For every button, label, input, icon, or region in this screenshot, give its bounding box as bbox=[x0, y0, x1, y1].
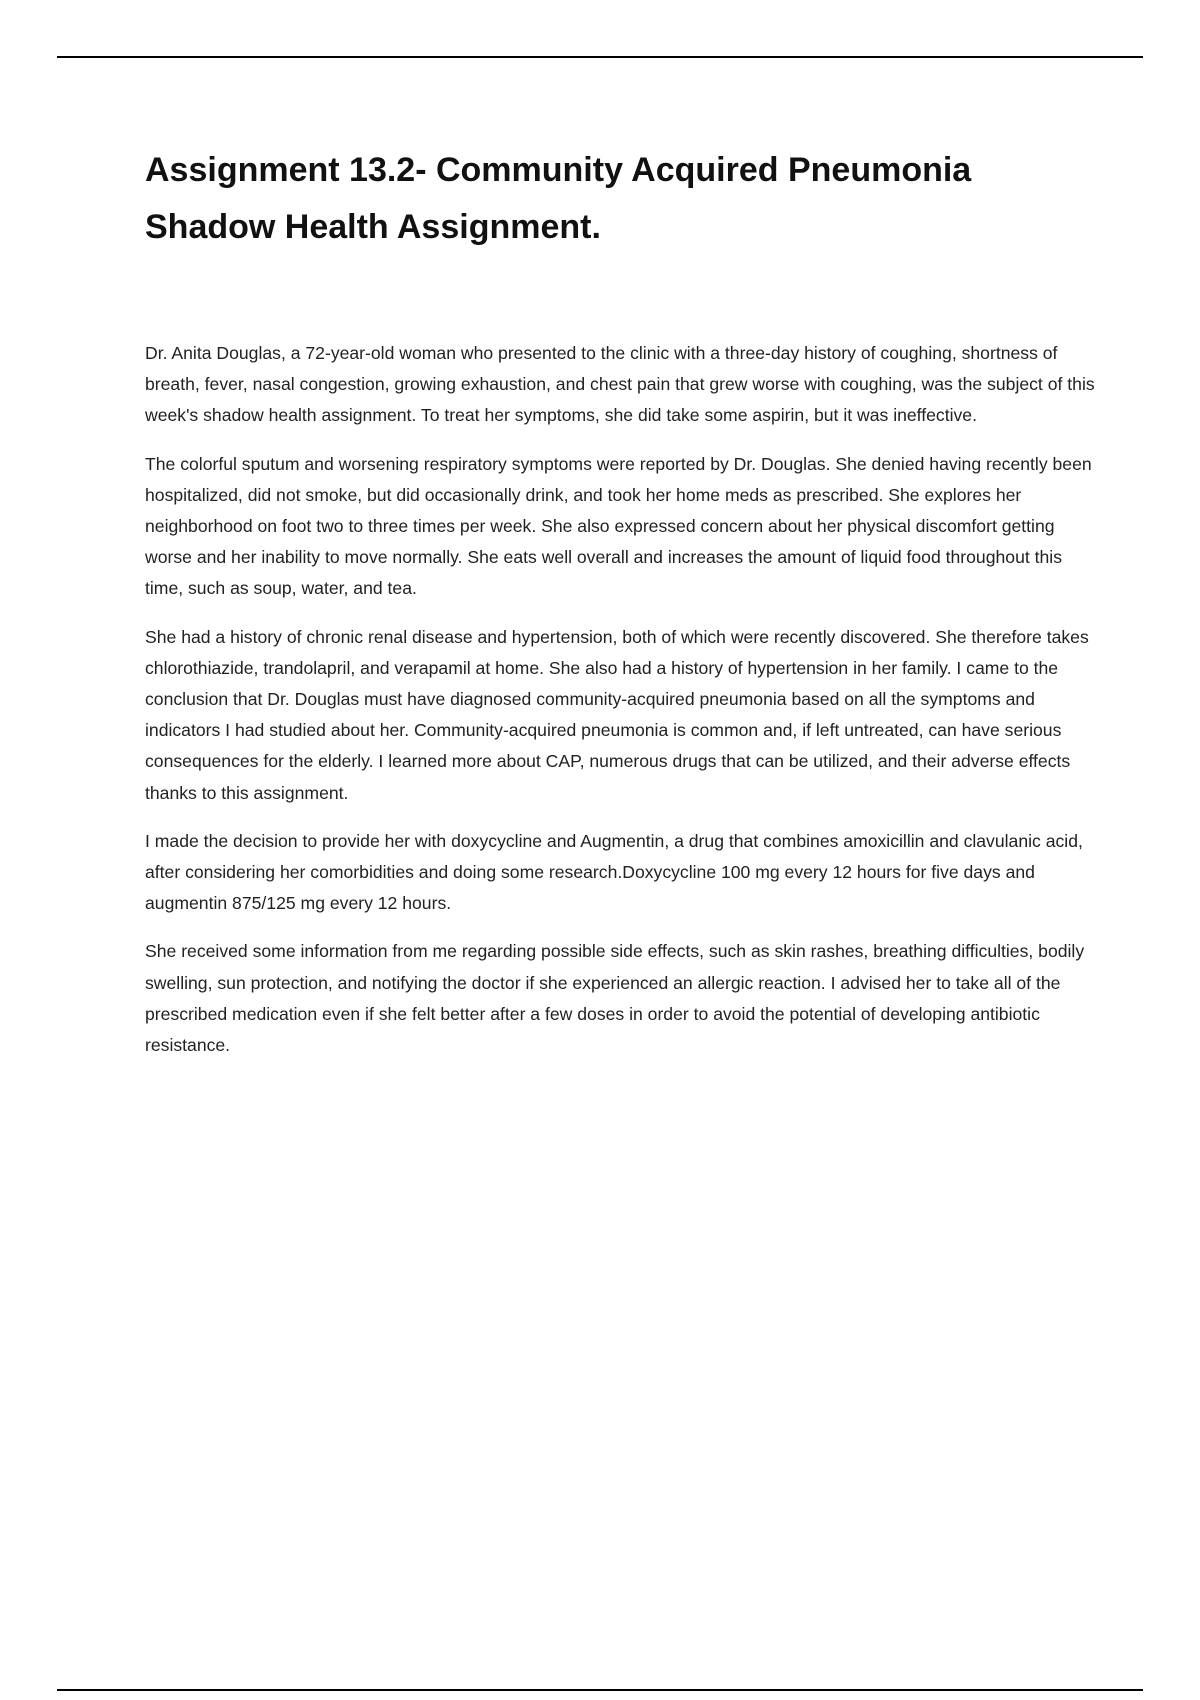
document-text bbox=[145, 338, 1095, 1061]
document-title: Assignment 13.2- Community Acquired Pneumonia Shadow Health Assignment. bbox=[145, 151, 972, 246]
document-body bbox=[145, 142, 1095, 1078]
paragraph-intro: Dr. Anita Douglas, a 72-year-old woman who presented to the clinic with a three-day history of coughing, shortness of breath, fever, nasal congestion, growing exhaustion, and chest pain that grew worse with coughing, was the subject of this week's shadow health assignment. To treat her symptoms, she did take some aspirin, but it was ineffective. bbox=[145, 343, 1095, 426]
paragraph-treatment: I made the decision to provide her with doxycycline and Augmentin, a drug that combines amoxicillin and clavulanic acid, after considering her comorbidities and doing some research.Doxycycline 100 mg every 12 hours for five days and augmentin 875/125 mg every 12 hours. bbox=[145, 830, 1083, 914]
paragraph-symptoms: The colorful sputum and worsening respiratory symptoms were reported by Dr. Douglas. She denied having recently been hospitalized, did not smoke, but did occasionally drink, and took her home meds as prescribed. She explores her neighborhood on foot two to three times per week. She also expressed concern about her physical discomfort getting worse and her inability to move normally. She eats well overall and increases the amount of liquid food throughout this time, such as soup, water, and tea. bbox=[145, 453, 1092, 599]
bottom-divider bbox=[57, 1689, 1143, 1691]
paragraph-history: She had a history of chronic renal disease and hypertension, both of which were recently discovered. She therefore takes chlorothiazide, trandolapril, and verapamil at home. She also had a history of hypertension in her family. I came to the conclusion that Dr. Douglas must have diagnosed community-acquired pneumonia based on all the symptoms and indicators I had studied about her. Community-acquired pneumonia is common and, if left untreated, can have serious consequences for the elderly. I learned more about CAP, numerous drugs that can be utilized, and their adverse effects thanks to this assignment. bbox=[145, 626, 1089, 803]
paragraph-education: She received some information from me regarding possible side effects, such as skin rashes, breathing difficulties, bodily swelling, sun protection, and notifying the doctor if she experienced an allergic reaction. I advised her to take all of the prescribed medication even if she felt better after a few doses in order to avoid the potential of developing antibiotic resistance. bbox=[145, 941, 1085, 1056]
top-divider bbox=[57, 56, 1143, 58]
